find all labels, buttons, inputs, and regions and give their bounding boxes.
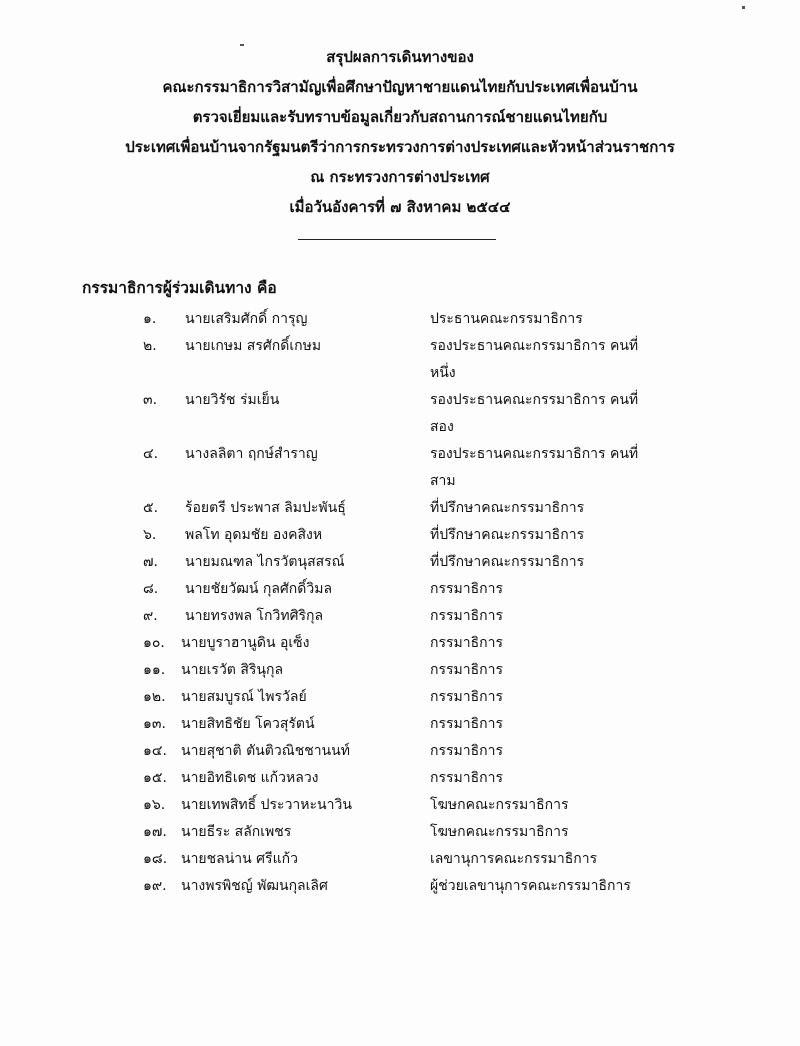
member-name: นายอิทธิเดช แก้วหลวง [181,770,319,786]
member-number: ๑๙. [143,878,167,894]
header-divider [298,239,496,240]
member-row [0,522,800,549]
member-row [0,495,800,522]
member-role: รองประธานคณะกรรมาธิการ คนที่สอง [430,392,639,435]
member-name: นายเกษม สรศักดิ์เกษม [185,338,322,354]
member-row [0,333,800,387]
member-number: ๑๐. [143,635,165,651]
member-row [0,549,800,576]
member-number: ๖. [143,527,157,543]
member-name: นายชลน่าน ศรีแก้ว [181,851,298,867]
member-role: ผู้ช่วยเลขานุการคณะกรรมาธิการ [430,878,631,894]
scan-speck [742,6,745,9]
member-name: นายชัยวัฒน์ กุลศักดิ์วิมล [185,581,333,597]
member-list [0,306,800,900]
member-role: กรรมาธิการ [430,716,504,732]
member-number: ๑๓. [143,716,166,732]
member-number: ๒. [143,338,157,354]
member-name: นายสุชาติ ตันติวณิชชานนท์ [181,743,350,759]
member-number: ๑๑. [143,662,166,678]
member-role: กรรมาธิการ [430,608,504,624]
header-date-line: เมื่อวันอังคารที่ ๗ สิงหาคม ๒๕๔๔ [289,198,511,216]
member-row [0,792,800,819]
member-row [0,684,800,711]
member-row [0,765,800,792]
member-role: กรรมาธิการ [430,635,504,651]
member-role: กรรมาธิการ [430,689,504,705]
member-role: กรรมาธิการ [430,581,504,597]
member-row [0,846,800,873]
member-number: ๑๘. [143,851,168,867]
member-name: นายสมบูรณ์ ไพรวัลย์ [181,689,307,705]
member-row [0,819,800,846]
member-role: ที่ปรึกษาคณะกรรมาธิการ [430,527,585,543]
member-number: ๔. [143,446,159,462]
member-number: ๙. [143,608,158,624]
member-role: ที่ปรึกษาคณะกรรมาธิการ [430,500,585,516]
member-row [0,657,800,684]
member-name: นายทรงพล โกวิทศิริกุล [185,608,324,624]
member-row [0,873,800,900]
header-committee-line: คณะกรรมาธิการวิสามัญเพื่อศึกษาปัญหาชายแดนไทยกับประเทศเพื่อนบ้าน [162,78,638,96]
member-number: ๑๒. [143,689,166,705]
member-role: กรรมาธิการ [430,743,504,759]
member-number: ๑๕. [143,770,167,786]
member-number: ๑๔. [143,743,167,759]
member-name: นายสิทธิชัย โควสุรัตน์ [181,716,315,732]
member-role: ประธานคณะกรรมาธิการ [430,311,583,327]
member-name: ร้อยตรี ประพาส ลิมปะพันธุ์ [185,500,346,516]
section-heading: กรรมาธิการผู้ร่วมเดินทาง คือ [82,278,277,297]
member-name: นายวิรัช ร่มเย็น [185,392,280,408]
member-role: รองประธานคณะกรรมาธิการ คนที่หนึ่ง [430,338,639,381]
header-purpose-line-2: ประเทศเพื่อนบ้านจากรัฐมนตรีว่าการกระทรวงการต่างประเทศและหัวหน้าส่วนราชการ [125,138,675,156]
member-role: โฆษกคณะกรรมาธิการ [430,797,569,813]
member-number: ๑๖. [143,797,166,813]
member-number: ๕. [143,500,159,516]
member-name: นายธีระ สลักเพชร [181,824,292,840]
member-row [0,306,800,333]
document-header [0,42,800,222]
member-row [0,387,800,441]
member-row [0,711,800,738]
header-title-line: สรุปผลการเดินทางของ [326,48,474,66]
member-role: กรรมาธิการ [430,770,504,786]
member-name: นายเรวัต สิรินุกุล [181,662,284,678]
member-name: นายเทพสิทธิ์ ประวาหะนาวิน [181,797,352,813]
member-role: โฆษกคณะกรรมาธิการ [430,824,569,840]
member-role: กรรมาธิการ [430,662,504,678]
member-name: พลโท อุดมชัย องคสิงห [185,527,323,543]
member-number: ๗. [143,554,158,570]
header-purpose-line: ตรวจเยี่ยมและรับทราบข้อมูลเกี่ยวกับสถานการณ์ชายแดนไทยกับ [192,108,608,126]
member-role: รองประธานคณะกรรมาธิการ คนที่สาม [430,446,639,489]
member-number: ๑๗. [143,824,167,840]
member-name: นางลลิตา ฤกษ์สำราญ [185,446,318,462]
member-role: ที่ปรึกษาคณะกรรมาธิการ [430,554,585,570]
header-location-line: ณ กระทรวงการต่างประเทศ [310,168,490,186]
member-row [0,738,800,765]
member-number: ๑. [143,311,157,327]
member-row [0,603,800,630]
member-name: นายมณฑล ไกรวัตนุสสรณ์ [185,554,345,570]
member-row [0,576,800,603]
member-number: ๓. [143,392,158,408]
member-row [0,441,800,495]
member-name: นางพรพิชญ์ พัฒนกุลเลิศ [181,878,328,894]
member-name: นายบูราฮานูดิน อุเซ็ง [181,635,310,651]
member-row [0,630,800,657]
member-role: เลขานุการคณะกรรมาธิการ [430,851,598,867]
member-number: ๘. [143,581,159,597]
member-name: นายเสริมศักดิ์ การุญ [185,311,308,327]
